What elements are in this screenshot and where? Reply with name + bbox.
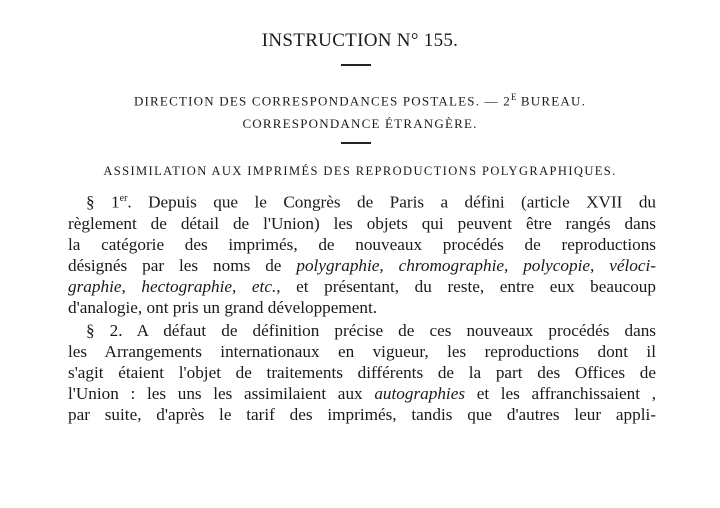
section-1-line-4 [68,255,656,276]
section-2-text-4b: et les affranchissaient , [465,384,656,403]
section-1-line-5 [68,276,656,297]
section-2 [68,320,656,425]
section-2-line-5: par suite, d'après le tarif des imprimés, tandis que d'autres leur appli- [68,405,656,424]
department-ordinal: E [510,92,517,102]
section-1-text-5b: , et présentant, du reste, entre eux beaucoup [276,276,656,296]
instruction-title: INSTRUCTION N° 155. [261,30,459,51]
department-divider [341,142,371,144]
section-1 [68,188,656,318]
section-1-text-4a: désignés par les noms de [68,255,297,275]
department-line-1 [0,92,720,109]
section-1-marker: § 1 [86,192,120,212]
section-2-line-3: s'agit étaient l'objet de traitements différents de la part des Offices de [68,363,656,382]
section-2-italic-4: autographies [374,384,466,403]
section-2-line-4 [68,383,656,404]
section-1-line-6: d'analogie, ont pris un grand développement. [68,297,378,317]
section-1-italic-5: graphie, hectographie, etc. [68,276,277,296]
section-2-text-4a: l'Union : les uns les assimilaient aux [68,384,375,403]
section-1-line-2: règlement de détail de l'Union) les objets qui peuvent être rangés dans [68,213,656,233]
section-2-line-2: les Arrangements internationaux en vigueur, les reproductions dont il [68,342,656,361]
department-line-2: CORRESPONDANCE ÉTRANGÈRE. [242,116,478,131]
department-bureau: BUREAU. [516,93,587,109]
title-divider [341,64,371,66]
subject-heading: ASSIMILATION AUX IMPRIMÉS DES REPRODUCTIONS POLYGRAPHIQUES. [103,164,617,178]
section-1-marker-sup: er [119,193,128,204]
department-line-1-main: DIRECTION DES CORRESPONDANCES POSTALES. — 2 [133,93,511,109]
section-1-text-1: . Depuis que le Congrès de Paris a défini (article XVII du [127,192,657,212]
section-1-line-1 [68,188,656,213]
section-1-italic-4: polygraphie, chromographie, polycopie, véloci- [296,255,657,275]
section-2-line-1: § 2. A défaut de définition précise de ces nouveaux procédés dans [86,321,656,340]
section-1-line-3: la catégorie des imprimés, de nouveaux procédés de reproductions [68,234,656,254]
